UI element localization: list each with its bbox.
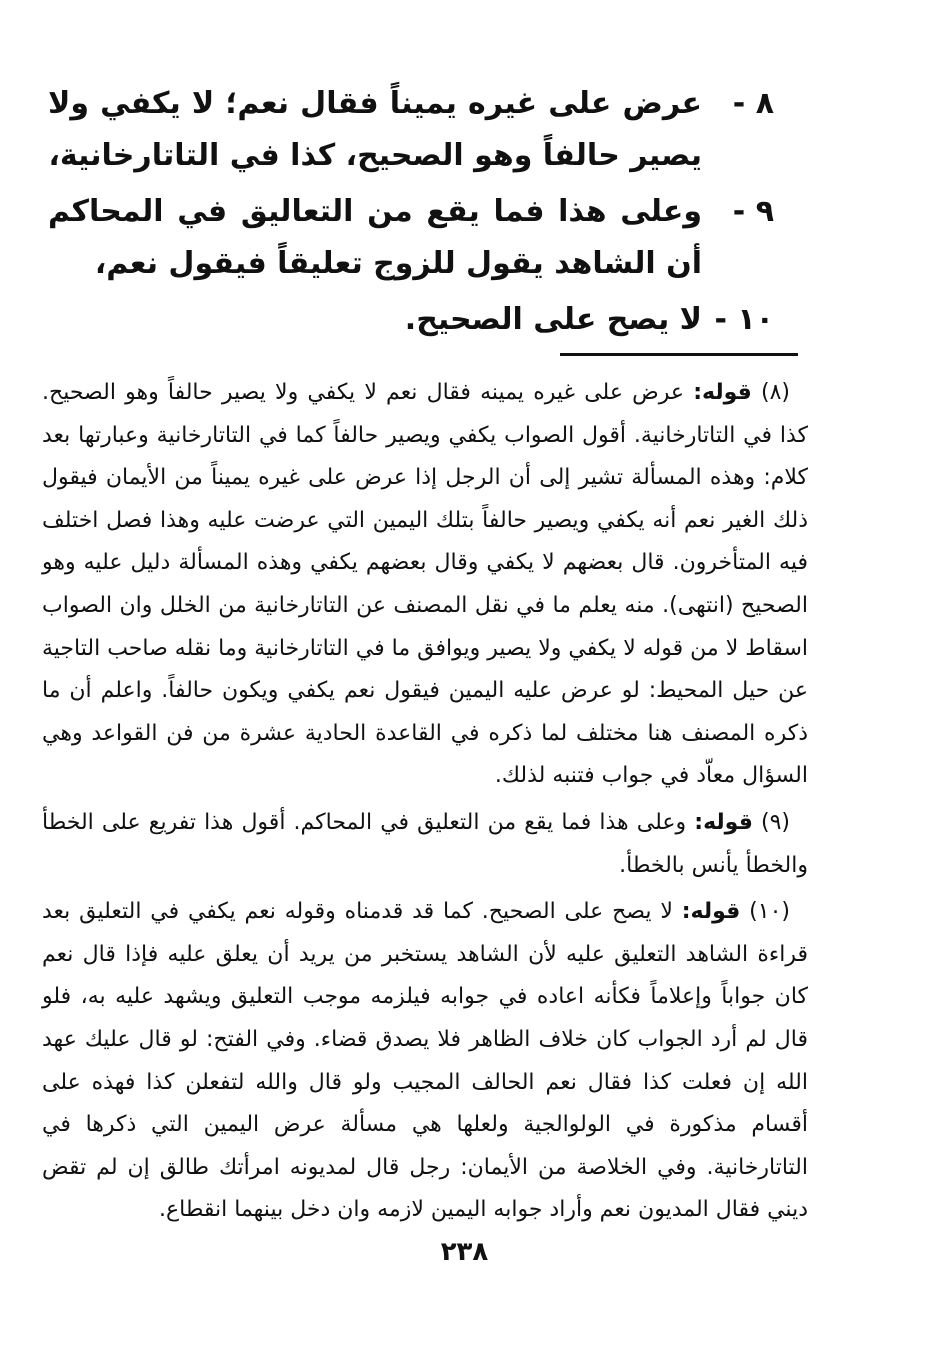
main-item-number: ٩ - — [732, 194, 774, 229]
note-paragraph — [42, 372, 808, 798]
note-label: قوله: — [681, 899, 741, 925]
note-paragraph — [42, 802, 808, 887]
main-item-text: وعلى هذا فما يقع من التعاليق في المحاكم أن الشاهد يقول للزوج تعليقاً فيقول نعم، — [48, 194, 702, 281]
main-item-text: لا يصح على الصحيح. — [404, 302, 702, 337]
note-text: وعلى هذا فما يقع من التعليق في المحاكم. أقول هذا تفريع على الخطأ والخطأ يأنس بالخطأ. — [42, 809, 808, 878]
note-number: (١٠) — [749, 899, 790, 925]
main-text — [48, 78, 774, 350]
note-text: لا يصح على الصحيح. كما قد قدمناه وقوله نعم يكفي في التعليق بعد قراءة الشاهد التعليق عليه لأن الشاهد يستخبر من يريد أن يعلق عليه فإذا قال نعم كان جواباً وإعلاماً فكأنه اعاده في جوابه فيلزمه موجب التعليق ويشهد عليه به، فلو قال لم أرد الجواب كان خلاف الظاهر فلا يصدق قضاء. وفي الفتح: لو قال عليك عهد الله إن فعلت كذا فقال نعم الحالف المجيب ولو قال والله لتفعلن كذا فهذه على أقسام مذكورة في الولوالجية ولعلها هي مسألة عرض اليمين التي ذكرها في التاتارخانية. وفي الخلاصة من الأيمان: رجل قال لمديونه امرأتك طالق إن لم تقض ديني فقال المديون نعم وأراد جوابه اليمين لازمه وان دخل بينهما انقطاع. — [42, 899, 808, 1223]
main-item-number: ١٠ - — [714, 302, 774, 337]
note-label: قوله: — [693, 380, 752, 405]
main-item — [48, 186, 774, 290]
note-paragraph — [42, 891, 808, 1232]
main-item — [48, 294, 774, 346]
main-item-text: عرض على غيره يميناً فقال نعم؛ لا يكفي ولا يصير حالفاً وهو الصحيح، كذا في التاتارخانية، — [48, 86, 702, 173]
note-label: قوله: — [694, 809, 753, 835]
main-item-number: ٨ - — [732, 86, 774, 121]
note-number: (٨) — [760, 380, 790, 405]
main-item — [48, 78, 774, 182]
footnote-separator — [560, 353, 798, 356]
note-number: (٩) — [761, 809, 791, 835]
page-number: ٢٣٨ — [440, 1237, 489, 1267]
commentary-notes — [42, 372, 808, 1236]
note-text: عرض على غيره يمينه فقال نعم لا يكفي ولا يصير حالفاً وهو الصحيح. كذا في التاتارخانية. أقول الصواب يكفي ويصير حالفاً كما في التاتارخانية وعبارتها بعد كلام: وهذه المسألة تشير إلى أن الرجل إذا عرض على غيره يميناً من الأيمان فيقول ذلك الغير نعم أنه يكفي ويصير حالفاً بتلك اليمين التي عرضت عليه وهذا فصل اختلف فيه المتأخرون. قال بعضهم لا يكفي وقال بعضهم يكفي وهذه المسألة دليل عليه وهو الصحيح (انتهى). منه يعلم ما في نقل المصنف عن التاتارخانية من الخلل وان الصواب اسقاط لا من قوله لا يكفي ولا يصير ويوافق ما في التاتارخانية وما نقله صاحب التاجية عن حيل المحيط: لو عرض عليه اليمين فيقول نعم يكفي ويكون حالفاً. واعلم أن ما ذكره المصنف هنا مختلف لما ذكره في القاعدة الحادية عشرة من فن القواعد وهي السؤال معاّد في جواب فتنبه لذلك. — [42, 380, 808, 789]
